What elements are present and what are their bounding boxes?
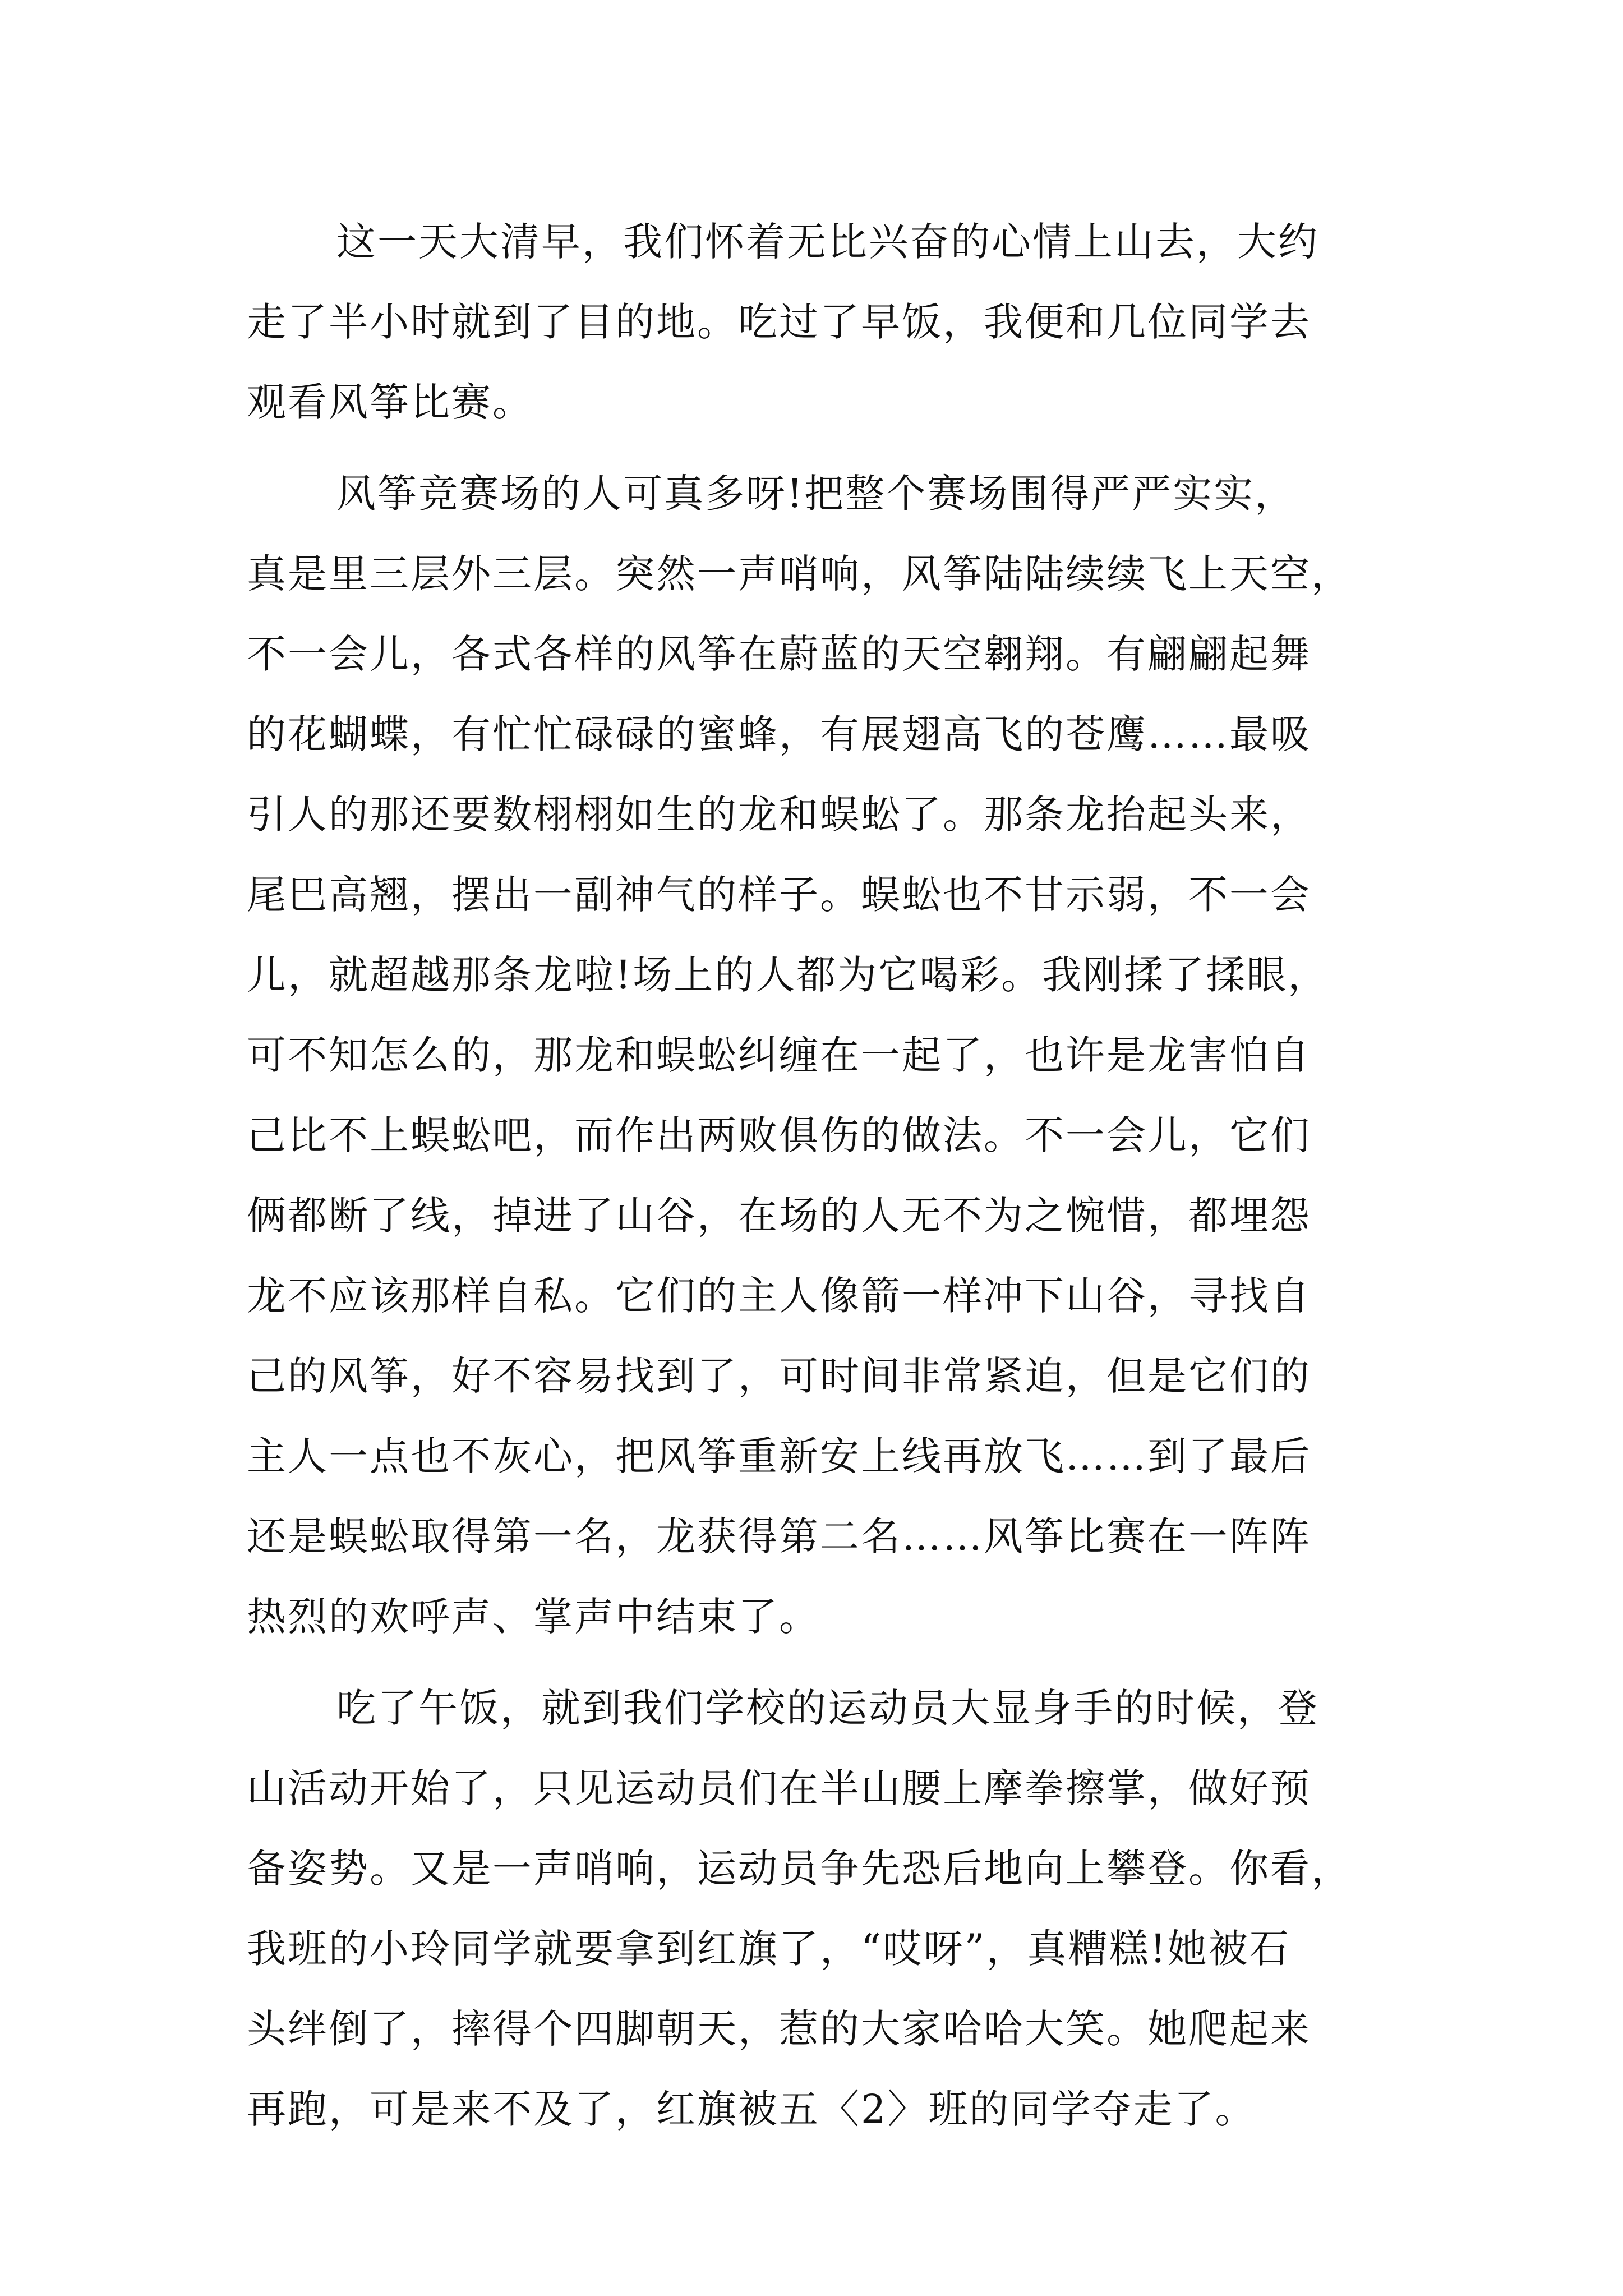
text-line: 真是里三层外三层。突然一声哨响，风筝陆陆续续飞上天空，	[247, 551, 1352, 597]
text-line: 还是蜈蚣取得第一名，龙获得第二名……风筝比赛在一阵阵	[247, 1513, 1311, 1559]
text-line: 可不知怎么的，那龙和蜈蚣纠缠在一起了，也许是龙害怕自	[247, 1032, 1311, 1078]
paragraph-2	[247, 454, 1391, 1657]
text-line: 主人一点也不灰心，把风筝重新安上线再放飞……到了最后	[247, 1433, 1311, 1479]
text-line: 不一会儿，各式各样的风筝在蔚蓝的天空翱翔。有翩翩起舞	[247, 631, 1311, 677]
text-line: 观看风筝比赛。	[247, 379, 533, 425]
text-line: 头绊倒了，摔得个四脚朝天，惹的大家哈哈大笑。她爬起来	[247, 2006, 1311, 2052]
text-line: 己比不上蜈蚣吧，而作出两败俱伤的做法。不一会儿，它们	[247, 1112, 1311, 1158]
text-line: 尾巴高翘，摆出一副神气的样子。蜈蚣也不甘示弱，不一会	[247, 872, 1311, 918]
document-body	[247, 202, 1391, 2150]
text-line: 我班的小玲同学就要拿到红旗了，“哎呀”，真糟糕!她被石	[247, 1926, 1290, 1972]
text-line: 己的风筝，好不容易找到了，可时间非常紧迫，但是它们的	[247, 1353, 1311, 1399]
text-line: 山活动开始了，只见运动员们在半山腰上摩拳擦掌，做好预	[247, 1765, 1311, 1811]
text-line: 的花蝴蝶，有忙忙碌碌的蜜蜂，有展翅高飞的苍鹰……最吸	[247, 711, 1311, 757]
text-line: 备姿势。又是一声哨响，运动员争先恐后地向上攀登。你看，	[247, 1846, 1352, 1892]
text-line: 儿，就超越那条龙啦!场上的人都为它喝彩。我刚揉了揉眼，	[247, 952, 1329, 998]
text-line: 热烈的欢呼声、掌声中结束了。	[247, 1594, 820, 1640]
paragraph-1	[247, 202, 1391, 443]
paragraph-3	[247, 1668, 1391, 2150]
text-line: 龙不应该那样自私。它们的主人像箭一样冲下山谷，寻找自	[247, 1273, 1311, 1319]
text-line: 风筝竞赛场的人可真多呀!把整个赛场围得严严实实，	[336, 471, 1296, 517]
text-line: 走了半小时就到了目的地。吃过了早饭，我便和几位同学去	[247, 299, 1311, 345]
text-line: 这一天大清早，我们怀着无比兴奋的心情上山去，大约	[336, 219, 1319, 265]
text-line: 再跑，可是来不及了，红旗被五〈2〉班的同学夺走了。	[247, 2086, 1256, 2132]
text-line: 俩都断了线，掉进了山谷，在场的人无不为之惋惜，都埋怨	[247, 1193, 1311, 1239]
text-line: 引人的那还要数栩栩如生的龙和蜈蚣了。那条龙抬起头来，	[247, 792, 1311, 838]
text-line: 吃了午饭，就到我们学校的运动员大显身手的时候，登	[336, 1685, 1319, 1731]
